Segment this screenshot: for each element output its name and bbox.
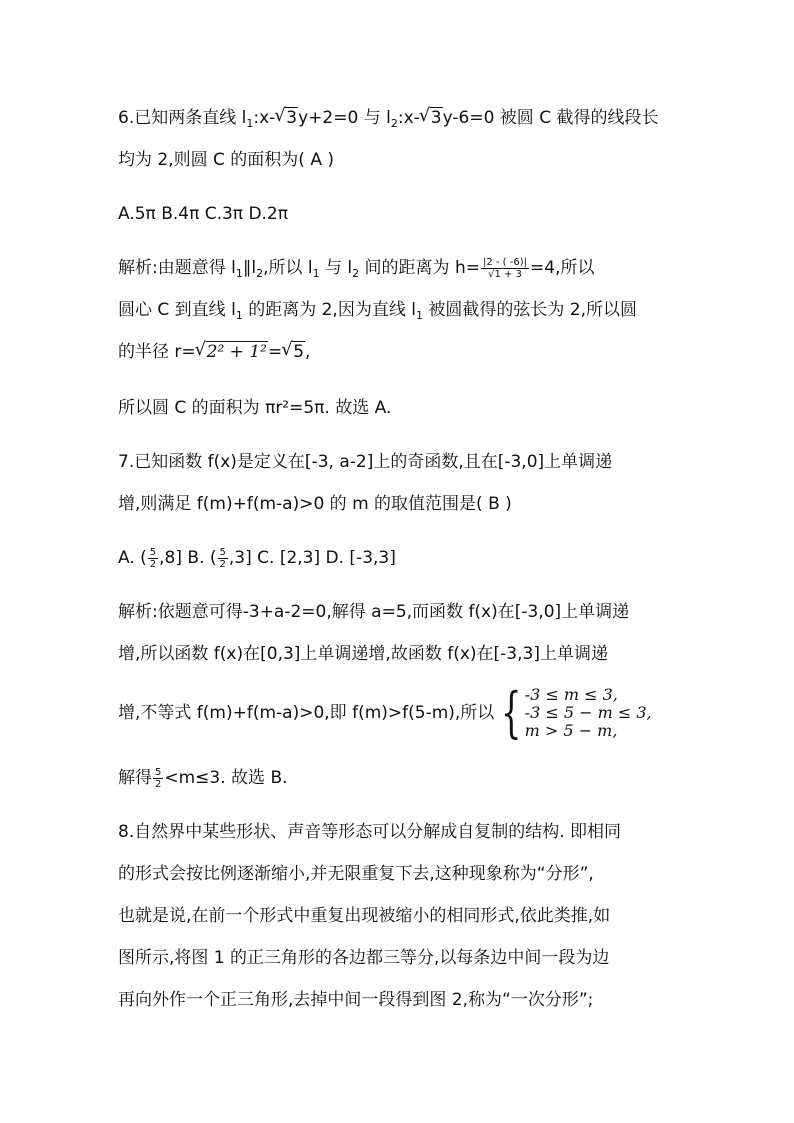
- text: :x-: [253, 108, 276, 128]
- q6-solution-line-2: [118, 298, 637, 328]
- radicand: 3: [286, 108, 298, 128]
- text: 的距离为 2,因为直线 l: [242, 300, 416, 320]
- subscript: 1: [235, 267, 243, 280]
- subscript: 1: [415, 309, 423, 322]
- fraction: [218, 547, 228, 570]
- text: y-6=0 被圆 C 截得的线段长: [442, 108, 659, 128]
- system-row: -3 ≤ m ≤ 3,: [524, 685, 618, 704]
- subscript: 2: [256, 267, 264, 280]
- distance-fraction: [481, 257, 529, 280]
- text: 的半径 r=: [118, 342, 196, 362]
- q7-solution-line-3: [118, 681, 652, 744]
- q7-solution-line-4: [118, 766, 288, 790]
- radicand: 5: [293, 342, 305, 362]
- text: 与 l: [319, 258, 353, 278]
- numerator: 5: [155, 766, 162, 778]
- text: 圆心 C 到直线 l: [118, 300, 236, 320]
- text: A. (: [118, 548, 147, 568]
- text: ,所以 l: [263, 258, 313, 278]
- q7-solution-line-1: 解析:依题意可得-3+a-2=0,解得 a=5,而函数 f(x)在[-3,0]上单调递: [118, 602, 630, 622]
- text: y+2=0 与 l: [298, 108, 391, 128]
- q8-line-1: 8.自然界中某些形状、声音等形态可以分解成自复制的结构. 即相同: [118, 822, 622, 842]
- q6-options: A.5π B.4π C.3π D.2π: [118, 204, 288, 224]
- numerator: 5: [149, 546, 157, 558]
- text: :x-: [397, 108, 420, 128]
- text: ∥l: [242, 258, 257, 278]
- text: 解得: [118, 768, 152, 788]
- q6-solution-line-1: [118, 256, 594, 286]
- subscript: 1: [235, 309, 243, 322]
- sqrt: [282, 340, 305, 364]
- denominator: 2: [149, 558, 157, 570]
- system-row: m > 5 − m,: [524, 721, 618, 740]
- text: 6.已知两条直线 l: [118, 108, 247, 128]
- numerator: |2 - ( -6)|: [482, 256, 528, 268]
- text: 被圆截得的弦长为 2,所以圆: [422, 300, 637, 320]
- text: ,: [305, 342, 311, 362]
- radicand: 2² + 1²: [206, 342, 267, 362]
- text: ,8] B. (: [159, 548, 217, 568]
- q8-line-4: 图所示,将图 1 的正三角形的各边都三等分,以每条边中间一段为边: [118, 948, 610, 968]
- subscript: 2: [390, 117, 398, 130]
- sqrt: [275, 106, 298, 130]
- text: =4,所以: [530, 258, 595, 278]
- inequality-system: [494, 681, 652, 744]
- text: <m≤3. 故选 B.: [164, 768, 288, 788]
- q7-stem-line-1: 7.已知函数 f(x)是定义在[-3, a-2]上的奇函数,且在[-3,0]上单调递: [118, 452, 613, 472]
- denominator: 2: [219, 558, 226, 570]
- fraction: [148, 547, 158, 570]
- text: ,3] C. [2,3] D. [-3,3]: [228, 548, 396, 568]
- subscript: 2: [352, 267, 360, 280]
- denominator: √1 + 3: [488, 268, 522, 280]
- denominator: 2: [155, 778, 162, 790]
- q8-line-5: 再向外作一个正三角形,去掉中间一段得到图 2,称为“一次分形”;: [118, 990, 594, 1010]
- q6-solution-line-4: 所以圆 C 的面积为 πr²=5π. 故选 A.: [118, 398, 392, 418]
- sqrt: [420, 106, 443, 130]
- left-brace: {: [501, 681, 522, 744]
- subscript: 1: [312, 267, 320, 280]
- q6-stem-line-1: [118, 106, 658, 136]
- q7-stem-line-2: 增,则满足 f(m)+f(m-a)>0 的 m 的取值范围是( B ): [118, 494, 512, 514]
- system-rows: [525, 686, 652, 740]
- q6-stem-line-2: 均为 2,则圆 C 的面积为( A ): [118, 150, 335, 170]
- text: 间的距离为 h=: [359, 258, 480, 278]
- q8-line-2: 的形式会按比例逐渐缩小,并无限重复下去,这种现象称为“分形”,: [118, 864, 594, 884]
- system-row: -3 ≤ 5 − m ≤ 3,: [524, 703, 652, 722]
- subscript: 1: [246, 117, 254, 130]
- text: 增,不等式 f(m)+f(m-a)>0,即 f(m)>f(5-m),所以: [118, 703, 495, 723]
- sqrt: [196, 340, 268, 364]
- text: 解析:由题意得 l: [118, 258, 236, 278]
- q8-line-3: 也就是说,在前一个形式中重复出现被缩小的相同形式,依此类推,如: [118, 906, 611, 926]
- fraction: [153, 767, 163, 790]
- radicand: 3: [430, 108, 442, 128]
- numerator: 5: [219, 546, 226, 558]
- text: =: [267, 342, 283, 362]
- q6-solution-line-3: [118, 340, 310, 364]
- q7-solution-line-2: 增,所以函数 f(x)在[0,3]上单调递增,故函数 f(x)在[-3,3]上单调递: [118, 644, 608, 664]
- q7-options: [118, 546, 396, 570]
